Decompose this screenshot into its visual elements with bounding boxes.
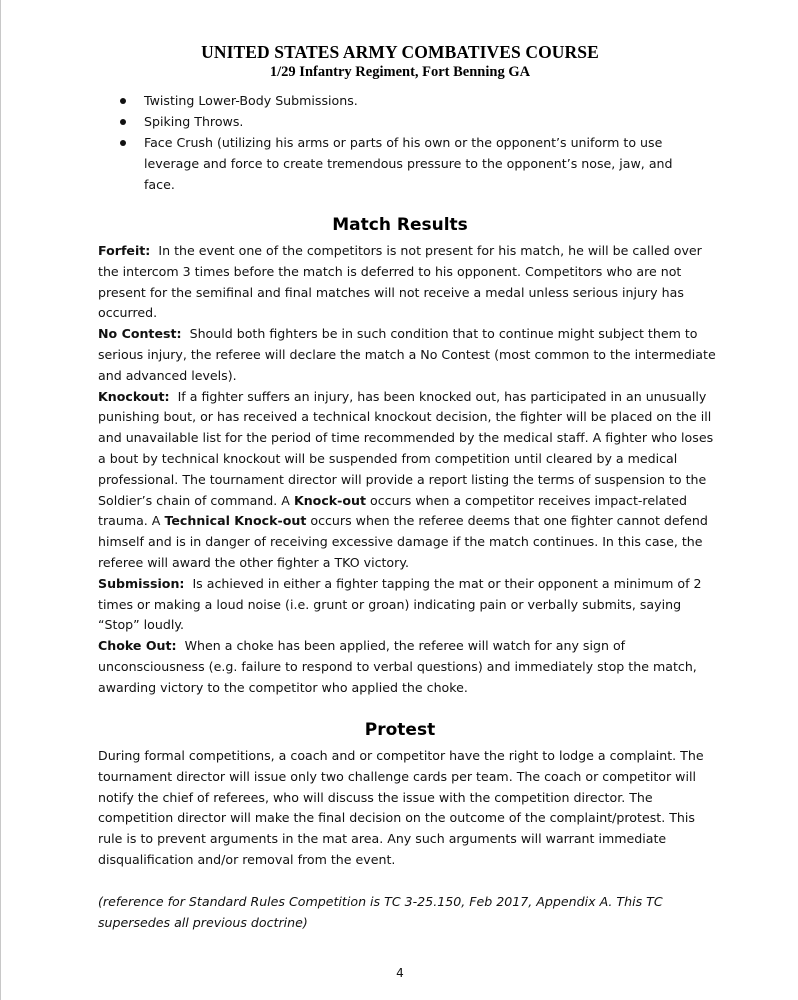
protest-heading: Protest — [364, 720, 436, 740]
choke-out-paragraph: Choke Out: When a choke has been applied, the referee will watch for any sign of unconsciousness (e.g. failure to respond to verbal questions) and immediately stop the match, awarding victory to the competitor who applied the choke. — [98, 638, 697, 695]
bullet-icon — [120, 98, 126, 104]
knock-out-term: Knock-out — [293, 492, 367, 508]
bullet-icon — [120, 119, 126, 125]
match-results-heading: Match Results — [332, 215, 468, 235]
document-title: UNITED STATES ARMY COMBATIVES COURSE — [201, 42, 599, 62]
match-results-body — [98, 241, 722, 699]
protest-body — [98, 746, 722, 871]
list-item: Spiking Throws. — [98, 111, 698, 132]
knockout-term: Knockout: — [98, 388, 170, 404]
forfeit-term: Forfeit: — [98, 243, 151, 258]
choke-out-term: Choke Out: — [98, 638, 177, 654]
no-contest-term: No Contest: — [98, 326, 182, 342]
list-item: Face Crush (utilizing his arms or parts of his own or the opponent’s uniform to use leverage and force to create tremendous pressure to the opponent’s nose, jaw, and face. — [98, 132, 698, 195]
bullet-list — [98, 90, 698, 195]
bullet-icon — [120, 140, 126, 146]
no-contest-paragraph: No Contest: Should both fighters be in such condition that to continue might subject them to serious injury, the referee will declare the match a No Contest (most common to the intermediate and advanced levels). — [98, 326, 716, 383]
knockout-paragraph: Knockout: If a fighter suffers an injury, has been knocked out, has participated in an unusually punishing bout, or has received a technical knockout decision, the fighter will be placed on the ill and unavailable list for the period of time recommended by the medical staff. A fighter who loses a bout by technical knockout will be suspended from competition until cleared by a medical professional. The tournament director will provide a report listing the terms of suspension to the Soldier’s chain of command. A Knock-out occurs when a competitor receives impact-related trauma. A Technical Knock-out occurs when the referee deems that one fighter cannot defend himself and is in danger of receiving excessive damage if the match continues. In this case, the referee will award the other fighter a TKO victory. — [98, 388, 714, 570]
submission-paragraph: Submission: Is achieved in either a fighter tapping the mat or their opponent a minimum of 2 times or making a loud noise (i.e. grunt or groan) indicating pain or verbally submits, saying “Stop” loudly. — [98, 575, 702, 633]
forfeit-paragraph: Forfeit: In the event one of the competitors is not present for his match, he will be called over the intercom 3 times before the match is deferred to his opponent. Competitors who are not present for the semifinal and final matches will not receive a medal unless serious injury has occurred. — [98, 243, 702, 321]
technical-knock-out-term: Technical Knock-out — [164, 513, 307, 529]
protest-paragraph: During formal competitions, a coach and or competitor have the right to lodge a complaint. The tournament director will issue only two challenge cards per team. The coach or competitor will notify the chief of referees, who will discuss the issue with the competition director. The competition director will make the final decision on the outcome of the complaint/protest. This rule is to prevent arguments in the mat area. Any such arguments will warrant immediate disqualification and/or removal from the event. — [98, 748, 704, 867]
list-item: Twisting Lower-Body Submissions. — [98, 90, 698, 111]
document-subtitle: 1/29 Infantry Regiment, Fort Benning GA — [269, 64, 531, 80]
page-number: 4 — [396, 966, 404, 980]
reference-note: (reference for Standard Rules Competition is TC 3-25.150, Feb 2017, Appendix A. This TC supersedes all previous doctrine) — [98, 894, 663, 930]
submission-term: Submission: — [98, 575, 185, 591]
